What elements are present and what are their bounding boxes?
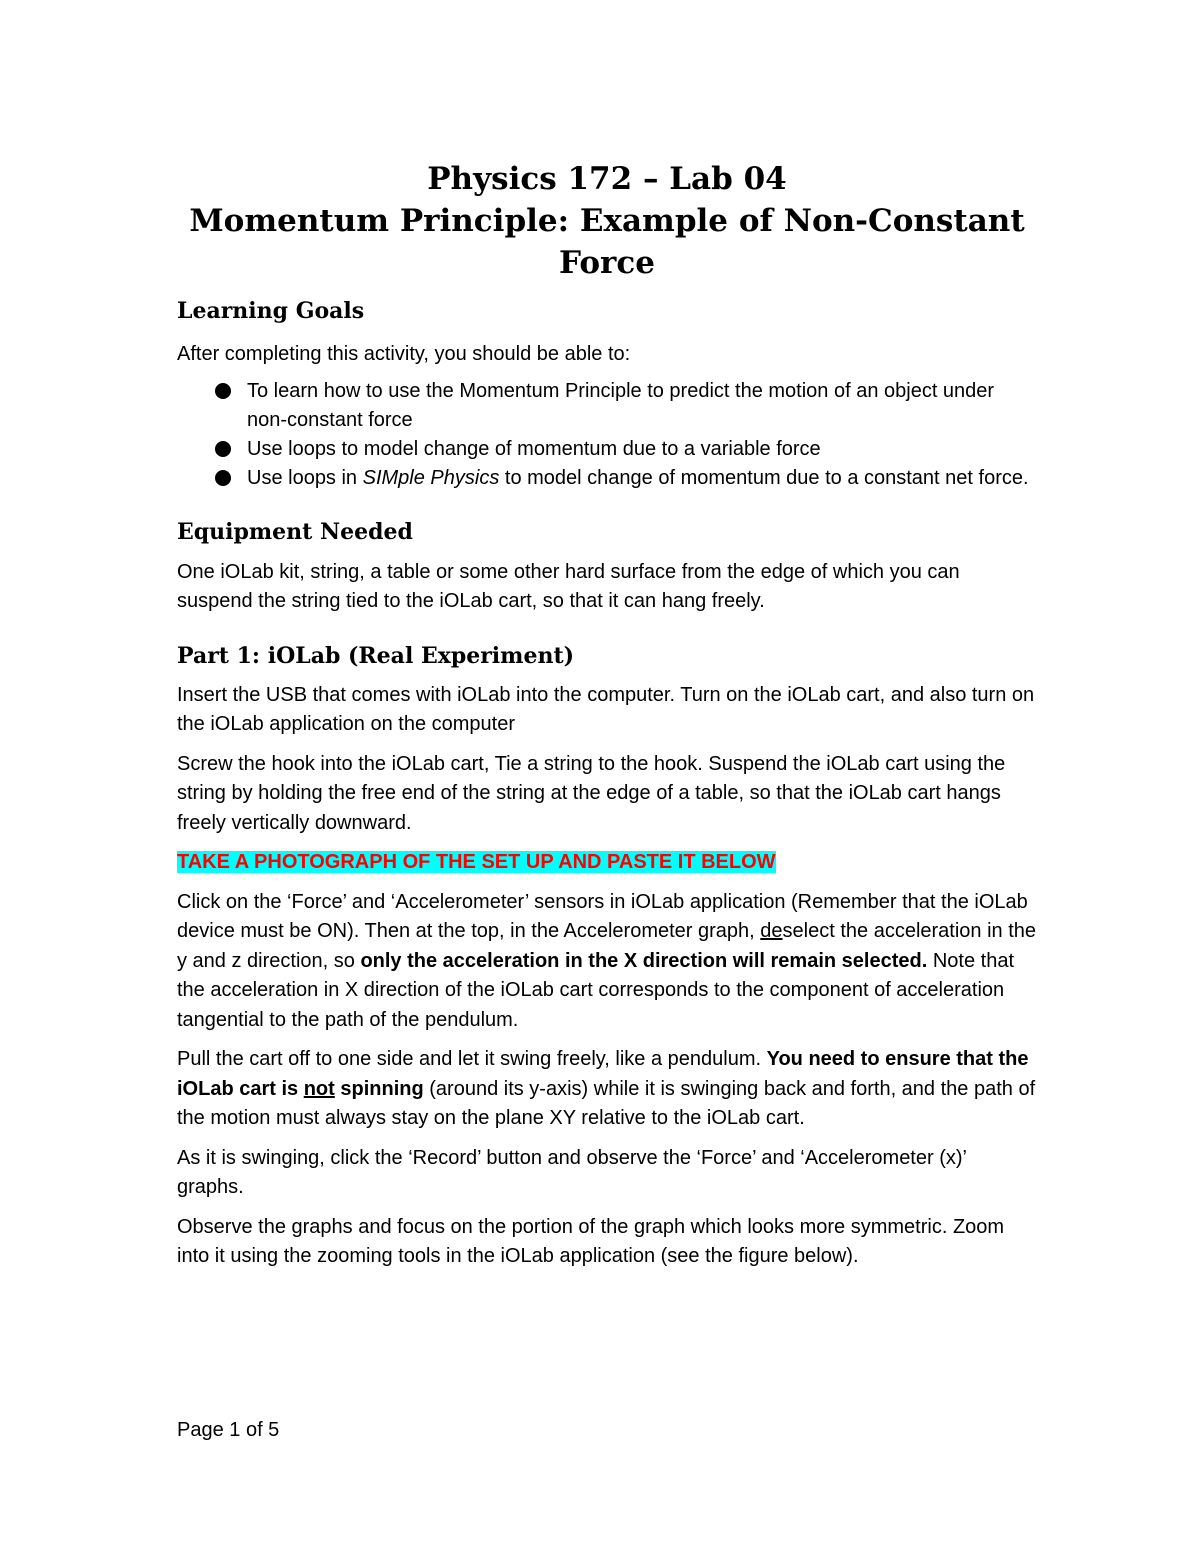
page-number: Page 1 of 5 [177, 1419, 280, 1441]
part1-paragraph-record: As it is swinging, click the ‘Record’ button and observe the ‘Force’ and ‘Accelerometer (x)’ graphs. [177, 1146, 967, 1198]
title-line-2: Momentum Principle: Example of Non-Constant [189, 203, 1025, 239]
document-page [177, 150, 1037, 1272]
part1-paragraph-usb: Insert the USB that comes with iOLab into the computer. Turn on the iOLab cart, and also turn on the iOLab application on the computer [177, 683, 1035, 735]
sensors-text-a: Click on the ‘Force’ and ‘Accelerometer’ sensors in iOLab application (Remember that the iOLab device must be ON). Then at the top, in the Accelerometer graph, [177, 890, 1028, 942]
learning-goal-text-post: to model change of momentum due to a constant net force. [499, 466, 1029, 489]
sensors-text-bold: only the acceleration in the X direction will remain selected. [360, 949, 928, 972]
part1-paragraph-sensors [177, 888, 1037, 1036]
bullet-icon [215, 470, 231, 486]
learning-goals-heading: Learning Goals [177, 298, 365, 324]
bullet-icon [215, 441, 231, 457]
equipment-heading: Equipment Needed [177, 518, 413, 545]
sensors-text-b: select the acceleration in the y and z direction, so [177, 920, 1037, 972]
pendulum-text-bold-underline: not [303, 1077, 335, 1100]
sensors-text-c: Note that the acceleration in X direction of the iOLab cart corresponds to the component of acceleration tangential to the path of the pendulum. [177, 949, 1014, 1031]
pendulum-text-bold2: spinning [334, 1077, 424, 1100]
part1-heading: Part 1: iOLab (Real Experiment) [177, 642, 575, 669]
learning-goal-item [177, 464, 1037, 493]
photo-instruction-highlight: TAKE A PHOTOGRAPH OF THE SET UP AND PASTE IT BELOW [177, 851, 776, 873]
photo-instruction [177, 848, 1037, 878]
bullet-icon [215, 383, 231, 399]
pendulum-text-b: (around its y-axis) while it is swinging back and forth, and the path of the motion must always stay on the plane XY relative to the iOLab cart. [177, 1077, 1036, 1129]
pendulum-text-bold1: You need to ensure that the iOLab cart is [177, 1048, 1029, 1100]
software-name: SIMple Physics [362, 466, 500, 489]
title-line-1: Physics 172 – Lab 04 [427, 161, 787, 197]
part1-paragraph-zoom: Observe the graphs and focus on the portion of the graph which looks more symmetric. Zoom into it using the zooming tools in the iOLab application (see the figure below). [177, 1215, 1005, 1267]
sensors-text-underline: de [760, 920, 783, 942]
learning-goal-text: Use loops to model change of momentum due to a variable force [247, 437, 821, 460]
learning-goal-item [177, 377, 1037, 435]
equipment-text: One iOLab kit, string, a table or some other hard surface from the edge of which you can suspend the string tied to the iOLab cart, so that it can hang freely. [177, 560, 960, 612]
learning-goals-list [177, 377, 1037, 493]
part1-paragraph-hook: Screw the hook into the iOLab cart, Tie a string to the hook. Suspend the iOLab cart using the string by holding the free end of the string at the edge of a table, so that the iOLab cart hangs freely vertically downward. [177, 752, 1006, 834]
pendulum-text-a: Pull the cart off to one side and let it swing freely, like a pendulum. [177, 1048, 767, 1070]
document-title [177, 158, 1037, 284]
learning-goal-text: To learn how to use the Momentum Principle to predict the motion of an object under non-constant force [247, 379, 995, 431]
title-line-3: Force [559, 245, 655, 281]
learning-goal-item [177, 435, 1037, 464]
learning-goals-intro: After completing this activity, you should be able to: [177, 343, 631, 365]
part1-paragraph-pendulum [177, 1045, 1037, 1134]
learning-goal-text-pre: Use loops in [247, 466, 363, 489]
